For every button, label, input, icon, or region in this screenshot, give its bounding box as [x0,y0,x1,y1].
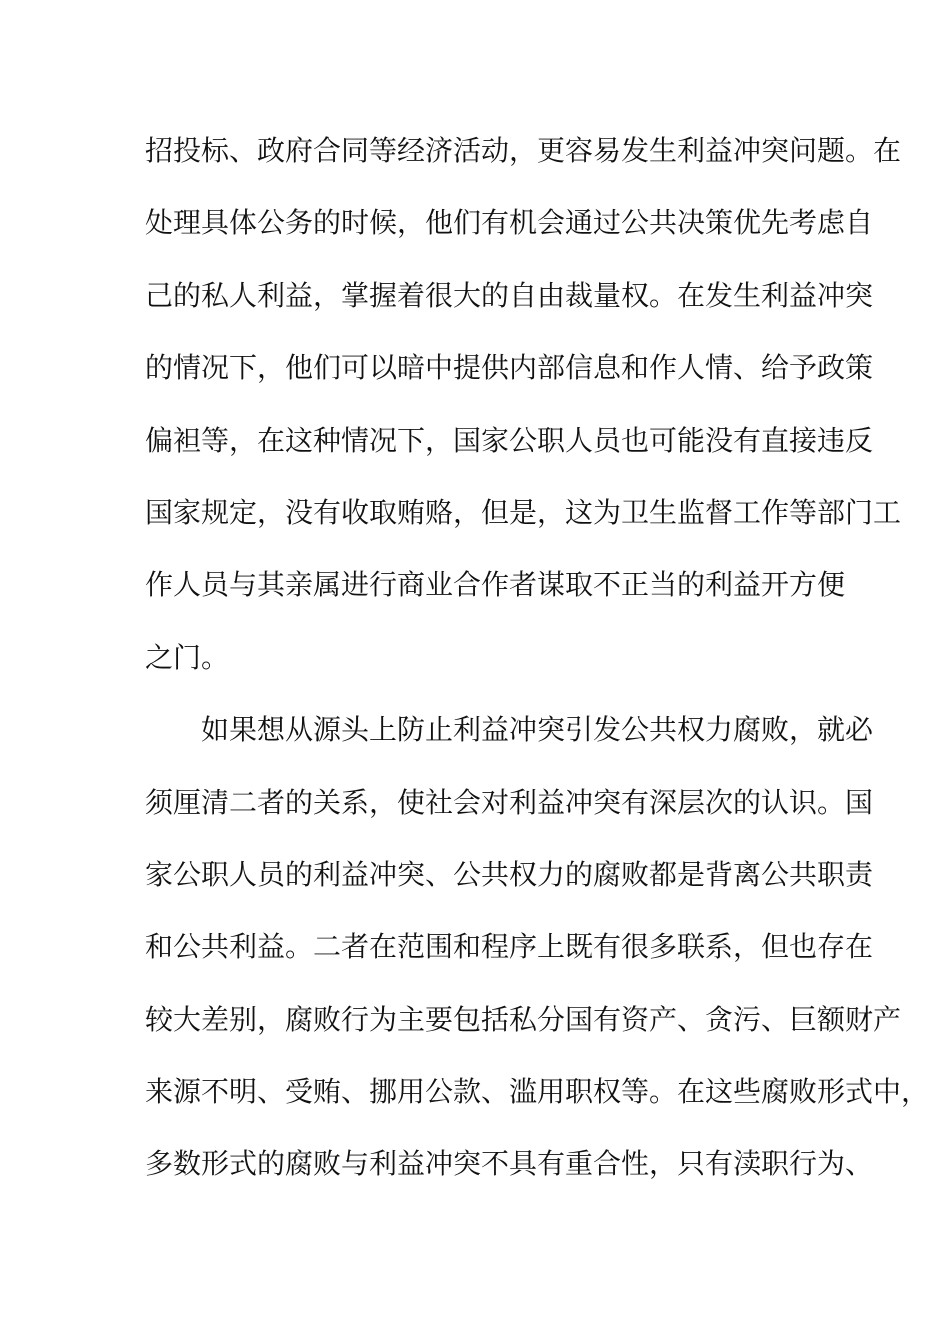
paragraph-1-line-5: 偏袒等，在这种情况下，国家公职人员也可能没有直接违反 [145,423,874,457]
paragraph-2-line-1: 如果想从源头上防止利益冲突引发公共权力腐败，就必 [201,713,874,747]
body-text [145,122,930,1208]
paragraph-2-line-2: 须厘清二者的关系，使社会对利益冲突有深层次的认识。国 [145,785,874,819]
paragraph-2-line-7: 多数形式的腐败与利益冲突不具有重合性，只有渎职行为、 [145,1147,874,1181]
paragraph-1-line-8: 之门。 [145,640,230,674]
paragraph-2-line-6: 来源不明、受贿、挪用公款、滥用职权等。在这些腐败形式中， [145,1075,930,1109]
paragraph-1-line-7: 作人员与其亲属进行商业合作者谋取不正当的利益开方便 [145,568,846,602]
paragraph-1-line-4: 的情况下，他们可以暗中提供内部信息和作人情、给予政策 [145,351,874,385]
paragraph-1-line-6: 国家规定，没有收取贿赂，但是，这为卫生监督工作等部门工 [145,495,902,529]
paragraph-2-line-5: 较大差别，腐败行为主要包括私分国有资产、贪污、巨额财产 [145,1002,902,1036]
paragraph-1-line-1: 招投标、政府合同等经济活动，更容易发生利益冲突问题。在 [145,134,902,167]
paragraph-2-line-4: 和公共利益。二者在范围和程序上既有很多联系，但也存在 [145,930,874,964]
paragraph-2-line-3: 家公职人员的利益冲突、公共权力的腐败都是背离公共职责 [145,857,874,891]
paragraph-1-line-2: 处理具体公务的时候，他们有机会通过公共决策优先考虑自 [145,206,874,240]
paragraph-1-line-3: 己的私人利益，掌握着很大的自由裁量权。在发生利益冲突 [145,278,874,312]
